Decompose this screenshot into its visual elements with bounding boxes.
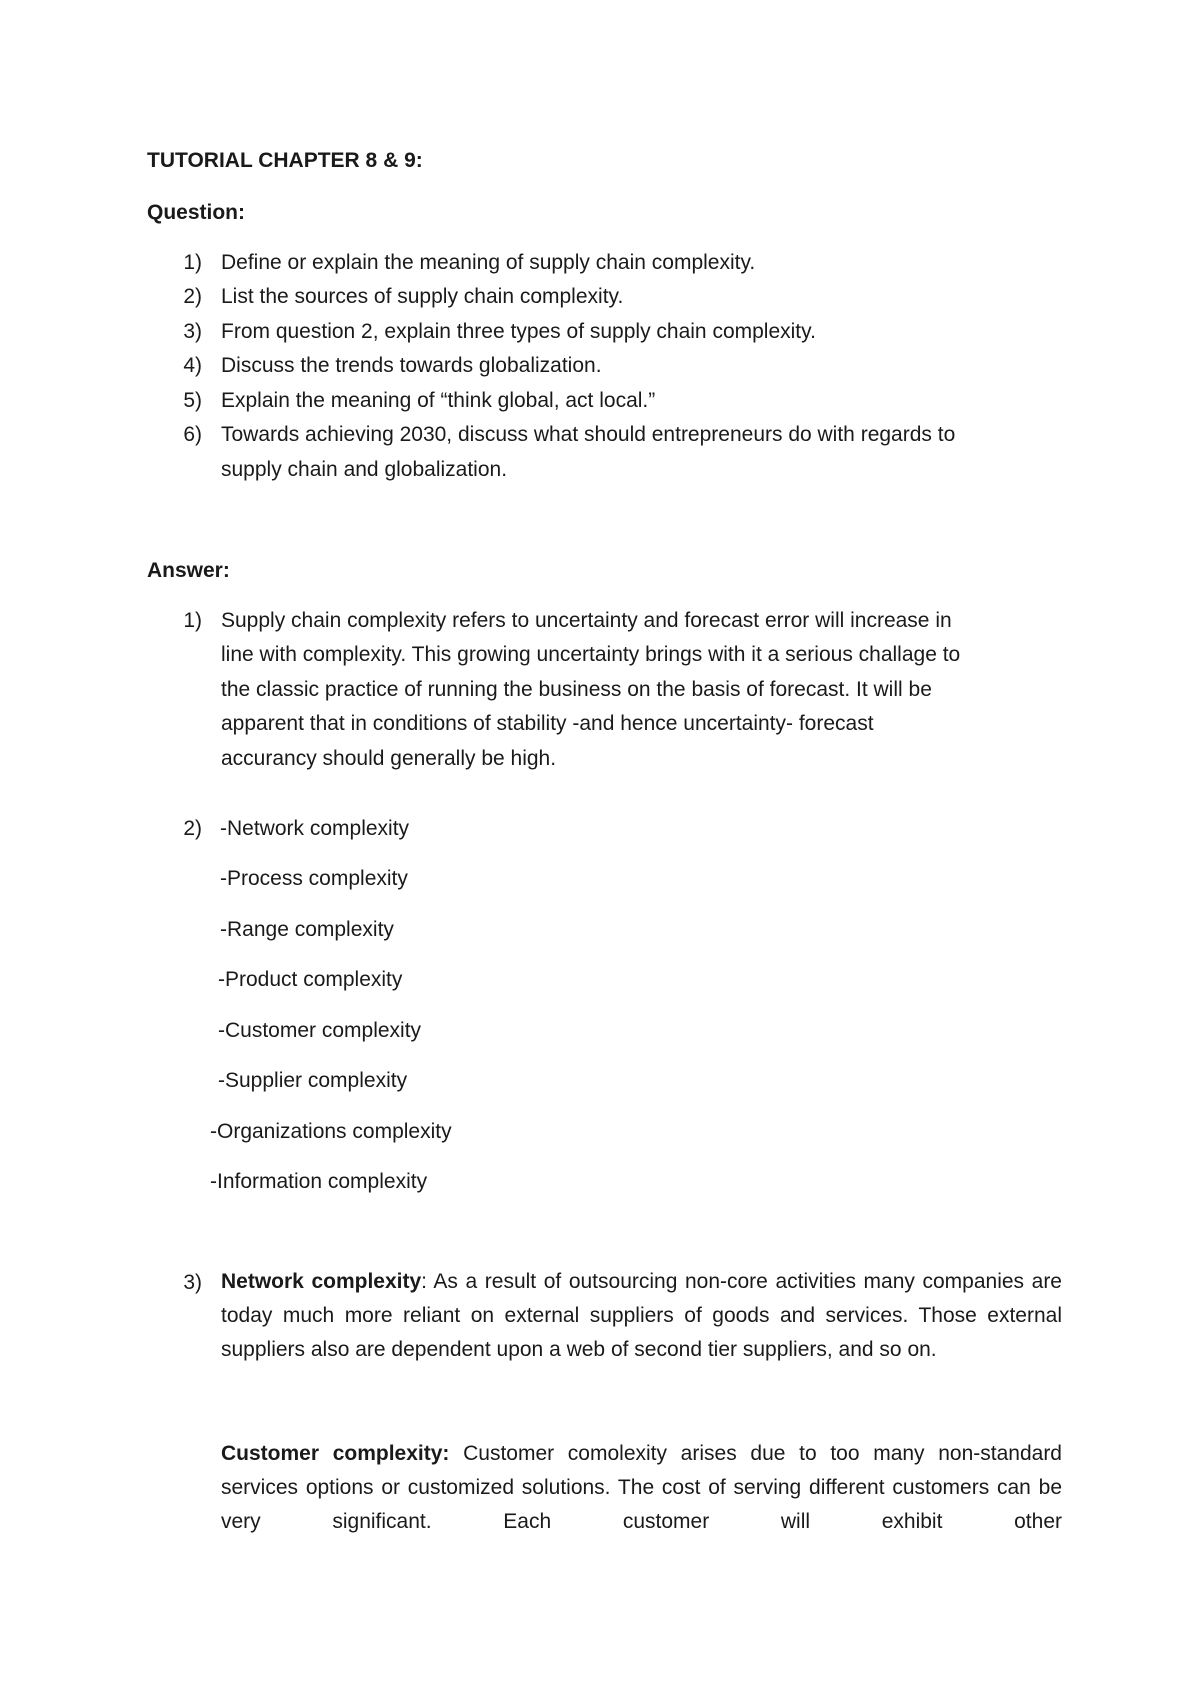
customer-complexity-text: Customer comolexity arises due to too many non-standard services options or customized solutions. The cost of serving different customers can be very significant. Each customer will exhibit other [221,1442,1062,1533]
list-item: -Network complexity [220,817,410,840]
list-number: 2) [183,285,202,308]
answer-text-line: line with complexity. This growing uncertainty brings with it a serious challage to [221,643,961,666]
list-number: 3) [183,320,202,343]
question-text: Discuss the trends towards globalization. [221,354,602,377]
list-item: -Information complexity [210,1170,428,1193]
network-complexity-text: : As a result of outsourcing non-core activities many companies are today much more reliant on external suppliers of goods and services. Those external suppliers also are dependent upon a web of second tier suppliers, and so on. [221,1270,1062,1361]
list-item: -Supplier complexity [218,1069,408,1092]
question-text: Define or explain the meaning of supply chain complexity. [221,251,756,274]
network-complexity-label: Network complexity [221,1270,422,1293]
question-text: From question 2, explain three types of supply chain complexity. [221,320,816,343]
question-text: List the sources of supply chain complexity. [221,285,624,308]
list-item: -Process complexity [220,867,408,890]
question-text: supply chain and globalization. [221,458,508,481]
list-number: 6) [183,423,202,446]
list-item: -Organizations complexity [210,1120,452,1143]
page-title: TUTORIAL CHAPTER 8 & 9: [147,149,423,172]
answer-text-line: Supply chain complexity refers to uncertainty and forecast error will increase in [221,609,952,632]
answer-heading: Answer: [147,559,230,582]
customer-complexity-label: Customer complexity: [221,1442,450,1465]
list-number: 4) [183,354,202,377]
question-heading: Question: [147,201,245,224]
list-number: 1) [183,609,202,632]
answer-text-line: the classic practice of running the business on the basis of forecast. It will be [221,678,932,701]
answer-text-line: accurancy should generally be high. [221,747,557,770]
list-item: -Customer complexity [218,1019,422,1042]
list-number: 5) [183,389,202,412]
list-item: -Range complexity [220,918,394,941]
customer-complexity-paragraph [221,1437,1062,1539]
network-complexity-paragraph [221,1265,1062,1367]
question-text: Explain the meaning of “think global, act local.” [221,389,656,412]
answer-text-line: apparent that in conditions of stability -and hence uncertainty- forecast [221,712,874,735]
list-number: 3) [183,1271,202,1294]
list-number: 2) [183,817,202,840]
list-item: -Product complexity [218,968,403,991]
list-number: 1) [183,251,202,274]
question-text: Towards achieving 2030, discuss what should entrepreneurs do with regards to [221,423,956,446]
